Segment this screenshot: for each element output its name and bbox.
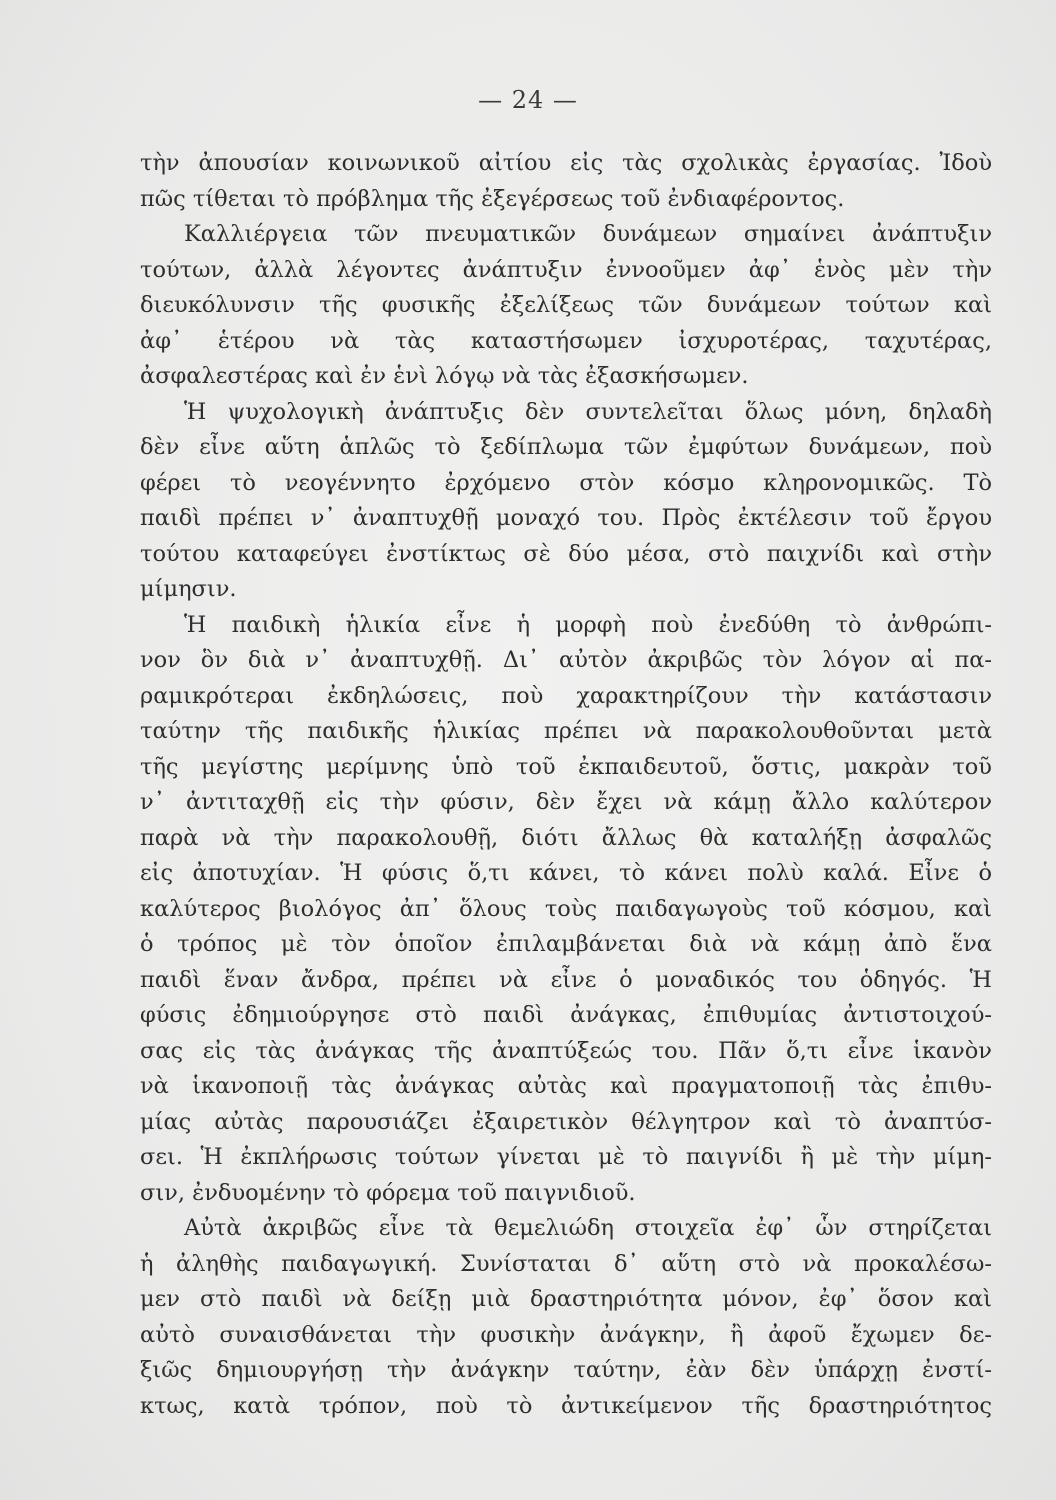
text-line: κτως, κατὰ τρόπον, ποὺ τὸ ἀντικείμενον τῆς δραστηριότητος	[140, 1392, 992, 1419]
text-line: ραμικρότεραι ἐκδηλώσεις, ποὺ χαρακτηρίζουν τὴν κατάστασιν	[140, 682, 992, 709]
text-line: τούτων, ἀλλὰ λέγοντες ἀνάπτυξιν ἐννοοῦμεν ἀφ᾿ ἑνὸς μὲν τὴν	[140, 256, 992, 283]
text-line: ἡ ἀληθὴς παιδαγωγική. Συνίσταται δ᾿ αὕτη στὸ νὰ προκαλέσω-	[140, 1250, 992, 1277]
text-line: αὐτὸ συναισθάνεται τὴν φυσικὴν ἀνάγκην, ἢ ἀφοῦ ἔχωμεν δε-	[140, 1321, 992, 1348]
text-line: ν᾿ ἀντιταχθῇ εἰς τὴν φύσιν, δὲν ἔχει νὰ κάμῃ ἄλλο καλύτερον	[140, 789, 992, 815]
text-line: ὁ τρόπος μὲ τὸν ὁποῖον ἐπιλαμβάνεται διὰ νὰ κάμῃ ἀπὸ ἕνα	[140, 931, 992, 957]
body-text	[140, 146, 992, 1424]
text-line: μεν στὸ παιδὶ νὰ δείξῃ μιὰ δραστηριότητα μόνον, ἐφ᾿ ὅσον καὶ	[140, 1286, 992, 1312]
text-line: φύσις ἐδημιούργησε στὸ παιδὶ ἀνάγκας, ἐπιθυμίας ἀντιστοιχού-	[140, 1002, 992, 1028]
text-line: τούτου καταφεύγει ἐνστίκτως σὲ δύο μέσα, στὸ παιχνίδι καὶ στὴν	[140, 540, 992, 567]
text-line: εἰς ἀποτυχίαν. Ἡ φύσις ὅ,τι κάνει, τὸ κάνει πολὺ καλά. Εἶνε ὁ	[140, 860, 992, 886]
text-line: τὴν ἀπουσίαν κοινωνικοῦ αἰτίου εἰς τὰς σχολικὰς ἐργασίας. Ἰδοὺ	[140, 150, 992, 176]
text-line: ἀσφαλεστέρας καὶ ἐν ἑνὶ λόγῳ νὰ τὰς ἐξασκήσωμεν.	[140, 363, 749, 389]
text-line: πῶς τίθεται τὸ πρόβλημα τῆς ἐξεγέρσεως τοῦ ἐνδιαφέροντος.	[140, 185, 845, 212]
text-line: ἀφ᾿ ἑτέρου νὰ τὰς καταστήσωμεν ἰσχυροτέρας, ταχυτέρας,	[140, 327, 992, 354]
text-line: μίας αὐτὰς παρουσιάζει ἐξαιρετικὸν θέλγητρον καὶ τὸ ἀναπτύσ-	[140, 1108, 992, 1135]
text-line: νον ὃν διὰ ν᾿ ἀναπτυχθῇ. Δι᾿ αὐτὸν ἀκριβῶς τὸν λόγον αἱ πα-	[140, 647, 992, 673]
text-line: διευκόλυνσιν τῆς φυσικῆς ἐξελίξεως τῶν δυνάμεων τούτων καὶ	[140, 292, 992, 318]
text-line: σιν, ἐνδυομένην τὸ φόρεμα τοῦ παιγνιδιοῦ.	[140, 1179, 636, 1206]
text-line: νὰ ἱκανοποιῇ τὰς ἀνάγκας αὐτὰς καὶ πραγματοποιῇ τὰς ἐπιθυ-	[140, 1073, 992, 1099]
text-line: σει. Ἡ ἐκπλήρωσις τούτων γίνεται μὲ τὸ παιγνίδι ἢ μὲ τὴν μίμη-	[140, 1144, 992, 1170]
text-line: παιδὶ ἕναν ἄνδρα, πρέπει νὰ εἶνε ὁ μοναδικός του ὁδηγός. Ἡ	[140, 966, 992, 993]
text-line: ταύτην τῆς παιδικῆς ἡλικίας πρέπει νὰ παρακολουθοῦνται μετὰ	[140, 718, 992, 744]
text-line: σας εἰς τὰς ἀνάγκας τῆς ἀναπτύξεώς του. Πᾶν ὅ,τι εἶνε ἱκανὸν	[140, 1037, 992, 1064]
page-number: — 24 —	[478, 86, 578, 114]
text-line: δὲν εἶνε αὕτη ἁπλῶς τὸ ξεδίπλωμα τῶν ἐμφύτων δυνάμεων, ποὺ	[140, 434, 992, 460]
text-line: μίμησιν.	[140, 576, 237, 602]
text-line: Καλλιέργεια τῶν πνευματικῶν δυνάμεων σημαίνει ἀνάπτυξιν	[184, 221, 992, 247]
text-line: Ἡ παιδικὴ ἡλικία εἶνε ἡ μορφὴ ποὺ ἐνεδύθη τὸ ἀνθρώπι-	[184, 611, 992, 638]
text-line: Αὐτὰ ἀκριβῶς εἶνε τὰ θεμελιώδη στοιχεῖα ἐφ᾿ ὧν στηρίζεται	[184, 1215, 992, 1241]
text-line: καλύτερος βιολόγος ἀπ᾿ ὅλους τοὺς παιδαγωγοὺς τοῦ κόσμου, καὶ	[140, 895, 992, 922]
text-line: τῆς μεγίστης μερίμνης ὑπὸ τοῦ ἐκπαιδευτοῦ, ὅστις, μακρὰν τοῦ	[140, 753, 992, 780]
text-line: φέρει τὸ νεογέννητο ἐρχόμενο στὸν κόσμο κληρονομικῶς. Τὸ	[140, 469, 992, 496]
text-line: παρὰ νὰ τὴν παρακολουθῇ, διότι ἄλλως θὰ καταλήξῃ ἀσφαλῶς	[140, 824, 992, 851]
text-line: παιδὶ πρέπει ν᾿ ἀναπτυχθῇ μοναχό του. Πρὸς ἐκτέλεσιν τοῦ ἔργου	[140, 505, 992, 531]
text-line: ξιῶς δημιουργήσῃ τὴν ἀνάγκην ταύτην, ἐὰν δὲν ὑπάρχῃ ἐνστί-	[140, 1357, 992, 1383]
text-line: Ἡ ψυχολογικὴ ἀνάπτυξις δὲν συντελεῖται ὅλως μόνη, δηλαδὴ	[184, 398, 992, 425]
